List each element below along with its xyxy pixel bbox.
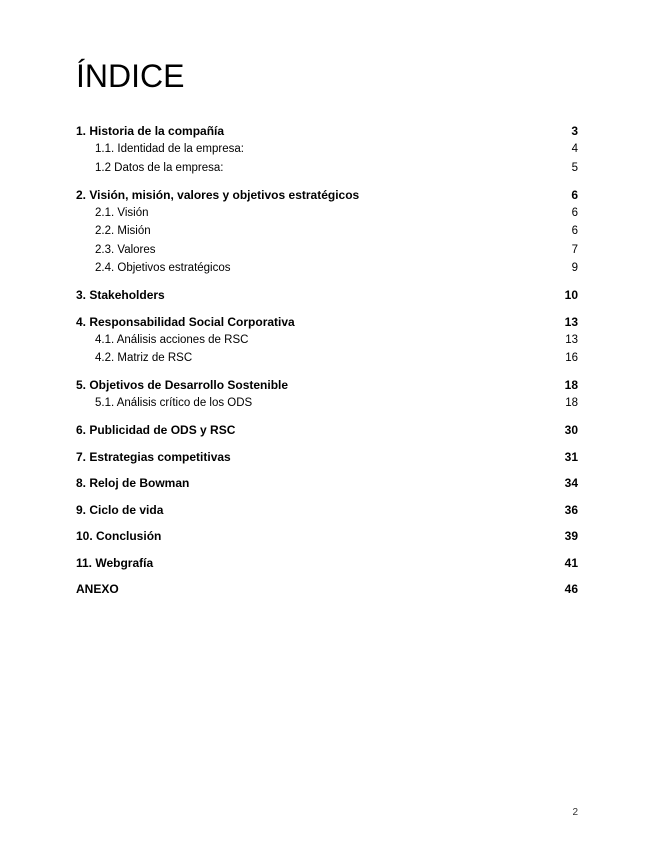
toc-subentry[interactable]: [76, 259, 578, 278]
toc-entry-page: 18: [564, 378, 578, 392]
toc-subentry-label: 2.4. Objetivos estratégicos: [95, 262, 231, 274]
toc-subentry-label: 1.2 Datos de la empresa:: [95, 161, 224, 174]
toc-subentry-label: 5.1. Análisis crítico de los ODS: [95, 397, 253, 409]
toc-entry-page: 31: [564, 449, 578, 464]
table-of-contents: [76, 122, 578, 598]
toc-entry-page: 41: [564, 555, 578, 570]
toc-subentry-label: 1.1. Identidad de la empresa:: [95, 143, 244, 155]
toc-subentry-page: 6: [571, 206, 578, 219]
toc-entry[interactable]: [76, 286, 578, 304]
toc-entry-label: 7. Estrategias competitivas: [76, 449, 231, 464]
page-number: 2: [572, 807, 578, 818]
toc-entry-label: 8. Reloj de Bowman: [76, 476, 190, 490]
toc-entry-label: 9. Ciclo de vida: [76, 502, 164, 517]
toc-subentry-page: 5: [571, 161, 578, 174]
toc-subentry-label: 4.2. Matriz de RSC: [95, 352, 193, 364]
toc-entry-page: 3: [571, 124, 578, 138]
toc-entry[interactable]: [76, 376, 578, 394]
toc-entry-page: 30: [564, 423, 578, 437]
toc-subentry-page: 4: [571, 143, 578, 155]
toc-entry[interactable]: [76, 580, 578, 598]
toc-entry[interactable]: [76, 421, 578, 439]
toc-subentry-page: 18: [565, 397, 578, 409]
toc-entry-label: 6. Publicidad de ODS y RSC: [76, 423, 236, 437]
toc-subentry-page: 6: [571, 225, 578, 237]
toc-entry[interactable]: [76, 448, 578, 466]
toc-subentry[interactable]: [76, 222, 578, 241]
toc-subentry[interactable]: [76, 331, 578, 350]
toc-entry[interactable]: [76, 186, 578, 204]
toc-entry-page: 13: [564, 314, 578, 329]
toc-entry-page: 36: [564, 502, 578, 517]
toc-entry[interactable]: [76, 122, 578, 140]
toc-entry-page: 10: [564, 288, 578, 302]
toc-entry[interactable]: [76, 554, 578, 572]
toc-subentry-page: 9: [571, 262, 578, 274]
toc-entry[interactable]: [76, 501, 578, 519]
toc-subentry-label: 2.3. Valores: [95, 243, 156, 256]
toc-entry-page: 34: [564, 476, 578, 490]
toc-subentry[interactable]: [76, 349, 578, 368]
toc-subentry[interactable]: [76, 204, 578, 223]
toc-subentry-page: 16: [565, 352, 578, 364]
toc-entry-label: ANEXO: [76, 582, 119, 596]
toc-entry[interactable]: [76, 474, 578, 492]
toc-entry[interactable]: [76, 313, 578, 331]
toc-subentry-page: 7: [571, 243, 578, 256]
toc-entry-label: 10. Conclusión: [76, 529, 162, 543]
toc-entry-label: 5. Objetivos de Desarrollo Sostenible: [76, 378, 289, 392]
toc-subentry[interactable]: [76, 140, 578, 159]
toc-entry[interactable]: [76, 527, 578, 545]
toc-entry-label: 4. Responsabilidad Social Corporativa: [76, 314, 295, 329]
toc-entry-label: 1. Historia de la compañía: [76, 124, 225, 138]
toc-subentry[interactable]: [76, 394, 578, 413]
toc-entry-page: 39: [564, 529, 578, 543]
page-title: ÍNDICE: [76, 58, 185, 94]
toc-entry-label: 3. Stakeholders: [76, 288, 165, 302]
toc-subentry-label: 2.1. Visión: [95, 206, 149, 219]
toc-subentry[interactable]: [76, 241, 578, 260]
toc-subentry-page: 13: [565, 333, 578, 346]
toc-entry-page: 46: [564, 582, 578, 596]
toc-entry-page: 6: [571, 187, 578, 202]
toc-entry-label: 11. Webgrafía: [76, 555, 154, 570]
toc-entry-label: 2. Visión, misión, valores y objetivos estratégicos: [76, 187, 360, 202]
toc-subentry[interactable]: [76, 159, 578, 178]
toc-subentry-label: 2.2. Misión: [95, 225, 151, 237]
toc-subentry-label: 4.1. Análisis acciones de RSC: [95, 333, 249, 346]
